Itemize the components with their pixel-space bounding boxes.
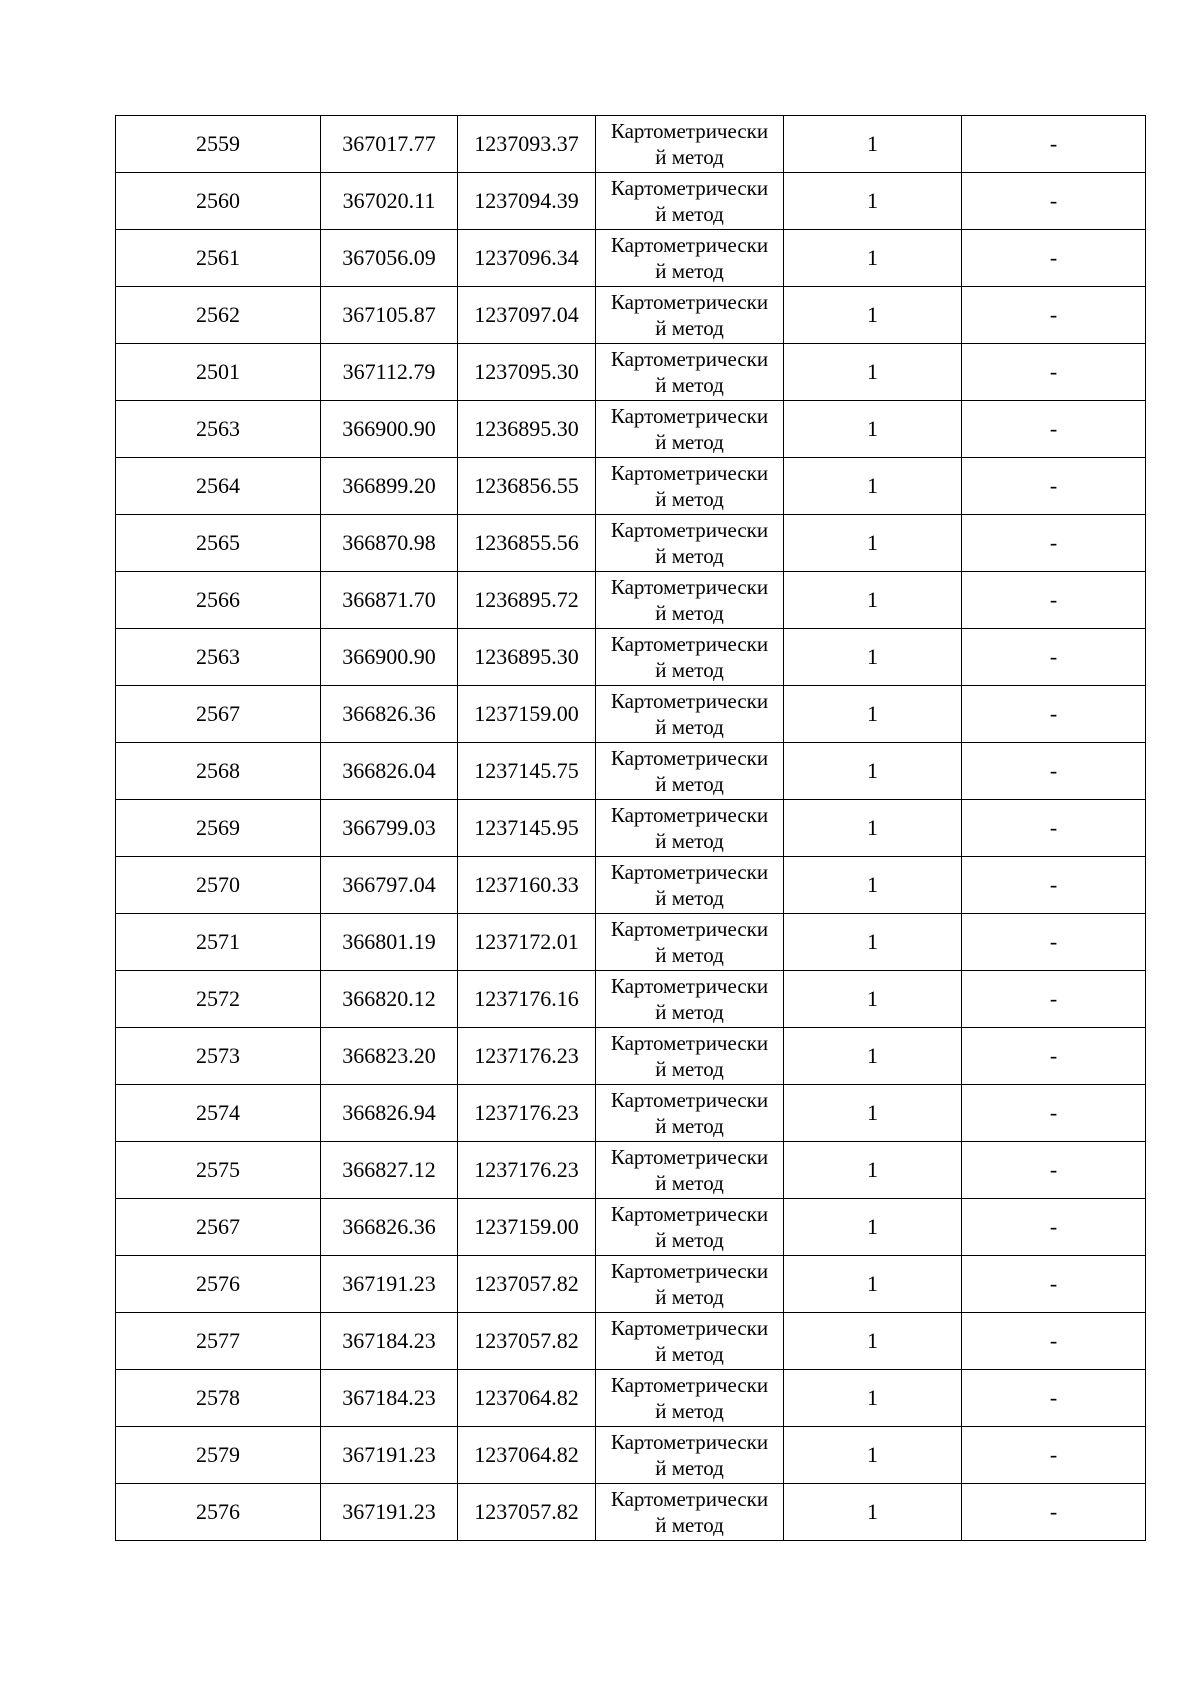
method-line-2: й метод — [655, 316, 724, 340]
y-coordinate-cell: 1236895.30 — [458, 401, 596, 458]
y-coordinate-cell: 1237176.23 — [458, 1142, 596, 1199]
note-cell: - — [962, 857, 1146, 914]
precision-cell: 1 — [784, 686, 962, 743]
method-line-1: Картометрически — [610, 917, 769, 941]
table-row — [116, 230, 1146, 287]
point-number-cell: 2575 — [116, 1142, 321, 1199]
precision-cell: 1 — [784, 1028, 962, 1085]
x-coordinate-cell: 367020.11 — [321, 173, 458, 230]
y-coordinate-cell: 1237176.23 — [458, 1028, 596, 1085]
method-line-2: й метод — [655, 658, 724, 682]
table-row — [116, 971, 1146, 1028]
y-coordinate-cell: 1237160.33 — [458, 857, 596, 914]
method-line-2: й метод — [655, 202, 724, 226]
precision-cell: 1 — [784, 914, 962, 971]
point-number-cell: 2571 — [116, 914, 321, 971]
table-row — [116, 1142, 1146, 1199]
note-cell: - — [962, 1085, 1146, 1142]
method-cell — [596, 1085, 784, 1142]
x-coordinate-cell: 366900.90 — [321, 629, 458, 686]
method-line-1: Картометрически — [610, 632, 769, 656]
x-coordinate-cell: 367017.77 — [321, 116, 458, 173]
note-cell: - — [962, 1370, 1146, 1427]
x-coordinate-cell: 367191.23 — [321, 1484, 458, 1541]
point-number-cell: 2579 — [116, 1427, 321, 1484]
method-line-1: Картометрически — [610, 347, 769, 371]
table-row — [116, 1427, 1146, 1484]
y-coordinate-cell: 1237176.16 — [458, 971, 596, 1028]
x-coordinate-cell: 366826.36 — [321, 686, 458, 743]
note-cell: - — [962, 629, 1146, 686]
point-number-cell: 2577 — [116, 1313, 321, 1370]
note-cell: - — [962, 1256, 1146, 1313]
note-cell: - — [962, 287, 1146, 344]
method-line-1: Картометрически — [610, 746, 769, 770]
precision-cell: 1 — [784, 743, 962, 800]
method-cell — [596, 1256, 784, 1313]
point-number-cell: 2501 — [116, 344, 321, 401]
note-cell: - — [962, 230, 1146, 287]
note-cell: - — [962, 743, 1146, 800]
x-coordinate-cell: 366797.04 — [321, 857, 458, 914]
method-line-2: й метод — [655, 1228, 724, 1252]
y-coordinate-cell: 1237095.30 — [458, 344, 596, 401]
method-line-2: й метод — [655, 1342, 724, 1366]
coordinates-table — [115, 115, 1146, 1541]
note-cell: - — [962, 914, 1146, 971]
method-line-2: й метод — [655, 145, 724, 169]
precision-cell: 1 — [784, 857, 962, 914]
precision-cell: 1 — [784, 116, 962, 173]
precision-cell: 1 — [784, 230, 962, 287]
method-line-2: й метод — [655, 886, 724, 910]
x-coordinate-cell: 367105.87 — [321, 287, 458, 344]
x-coordinate-cell: 366826.04 — [321, 743, 458, 800]
y-coordinate-cell: 1237176.23 — [458, 1085, 596, 1142]
table-row — [116, 857, 1146, 914]
method-line-2: й метод — [655, 1000, 724, 1024]
note-cell: - — [962, 1028, 1146, 1085]
method-cell — [596, 401, 784, 458]
x-coordinate-cell: 366826.94 — [321, 1085, 458, 1142]
y-coordinate-cell: 1237057.82 — [458, 1256, 596, 1313]
y-coordinate-cell: 1237064.82 — [458, 1370, 596, 1427]
table-row — [116, 1199, 1146, 1256]
method-line-1: Картометрически — [610, 1088, 769, 1112]
method-line-1: Картометрически — [610, 1145, 769, 1169]
x-coordinate-cell: 366870.98 — [321, 515, 458, 572]
y-coordinate-cell: 1237096.34 — [458, 230, 596, 287]
note-cell: - — [962, 458, 1146, 515]
table-row — [116, 1085, 1146, 1142]
method-cell — [596, 515, 784, 572]
table-row — [116, 629, 1146, 686]
y-coordinate-cell: 1237057.82 — [458, 1313, 596, 1370]
table-row — [116, 1313, 1146, 1370]
method-line-1: Картометрически — [610, 404, 769, 428]
method-line-2: й метод — [655, 1171, 724, 1195]
point-number-cell: 2559 — [116, 116, 321, 173]
method-cell — [596, 1313, 784, 1370]
point-number-cell: 2576 — [116, 1484, 321, 1541]
table-row — [116, 173, 1146, 230]
x-coordinate-cell: 367112.79 — [321, 344, 458, 401]
method-cell — [596, 287, 784, 344]
note-cell: - — [962, 800, 1146, 857]
method-cell — [596, 1370, 784, 1427]
method-cell — [596, 914, 784, 971]
x-coordinate-cell: 366827.12 — [321, 1142, 458, 1199]
method-cell — [596, 173, 784, 230]
precision-cell: 1 — [784, 1313, 962, 1370]
x-coordinate-cell: 367191.23 — [321, 1256, 458, 1313]
table-row — [116, 458, 1146, 515]
method-line-1: Картометрически — [610, 1259, 769, 1283]
point-number-cell: 2563 — [116, 401, 321, 458]
table-row — [116, 344, 1146, 401]
point-number-cell: 2567 — [116, 1199, 321, 1256]
table-row — [116, 401, 1146, 458]
method-cell — [596, 1028, 784, 1085]
method-line-1: Картометрически — [610, 290, 769, 314]
point-number-cell: 2574 — [116, 1085, 321, 1142]
method-line-2: й метод — [655, 601, 724, 625]
y-coordinate-cell: 1237145.75 — [458, 743, 596, 800]
method-cell — [596, 743, 784, 800]
table-row — [116, 1256, 1146, 1313]
y-coordinate-cell: 1237097.04 — [458, 287, 596, 344]
x-coordinate-cell: 366820.12 — [321, 971, 458, 1028]
point-number-cell: 2560 — [116, 173, 321, 230]
method-line-1: Картометрически — [610, 461, 769, 485]
method-line-2: й метод — [655, 772, 724, 796]
method-line-2: й метод — [655, 1114, 724, 1138]
note-cell: - — [962, 1142, 1146, 1199]
y-coordinate-cell: 1236856.55 — [458, 458, 596, 515]
point-number-cell: 2576 — [116, 1256, 321, 1313]
method-cell — [596, 1427, 784, 1484]
table-row — [116, 1370, 1146, 1427]
method-line-1: Картометрически — [610, 974, 769, 998]
precision-cell: 1 — [784, 401, 962, 458]
precision-cell: 1 — [784, 1427, 962, 1484]
precision-cell: 1 — [784, 1484, 962, 1541]
method-line-2: й метод — [655, 715, 724, 739]
y-coordinate-cell: 1237093.37 — [458, 116, 596, 173]
coordinates-table-body — [116, 116, 1146, 1541]
table-row — [116, 914, 1146, 971]
note-cell: - — [962, 344, 1146, 401]
note-cell: - — [962, 515, 1146, 572]
precision-cell: 1 — [784, 515, 962, 572]
method-cell — [596, 800, 784, 857]
point-number-cell: 2567 — [116, 686, 321, 743]
point-number-cell: 2561 — [116, 230, 321, 287]
x-coordinate-cell: 367056.09 — [321, 230, 458, 287]
x-coordinate-cell: 366799.03 — [321, 800, 458, 857]
method-cell — [596, 971, 784, 1028]
method-line-2: й метод — [655, 1399, 724, 1423]
table-row — [116, 686, 1146, 743]
point-number-cell: 2568 — [116, 743, 321, 800]
note-cell: - — [962, 971, 1146, 1028]
method-line-2: й метод — [655, 829, 724, 853]
method-line-1: Картометрически — [610, 1031, 769, 1055]
y-coordinate-cell: 1236895.72 — [458, 572, 596, 629]
method-line-1: Картометрически — [610, 803, 769, 827]
x-coordinate-cell: 366826.36 — [321, 1199, 458, 1256]
x-coordinate-cell: 366900.90 — [321, 401, 458, 458]
method-line-1: Картометрически — [610, 689, 769, 713]
x-coordinate-cell: 367184.23 — [321, 1370, 458, 1427]
precision-cell: 1 — [784, 971, 962, 1028]
table-row — [116, 515, 1146, 572]
method-cell — [596, 344, 784, 401]
method-line-1: Картометрически — [610, 860, 769, 884]
x-coordinate-cell: 366823.20 — [321, 1028, 458, 1085]
y-coordinate-cell: 1237064.82 — [458, 1427, 596, 1484]
method-line-2: й метод — [655, 1057, 724, 1081]
point-number-cell: 2570 — [116, 857, 321, 914]
point-number-cell: 2569 — [116, 800, 321, 857]
precision-cell: 1 — [784, 458, 962, 515]
precision-cell: 1 — [784, 173, 962, 230]
point-number-cell: 2573 — [116, 1028, 321, 1085]
note-cell: - — [962, 401, 1146, 458]
precision-cell: 1 — [784, 1199, 962, 1256]
method-line-1: Картометрически — [610, 176, 769, 200]
x-coordinate-cell: 366899.20 — [321, 458, 458, 515]
x-coordinate-cell: 366871.70 — [321, 572, 458, 629]
method-cell — [596, 686, 784, 743]
method-cell — [596, 230, 784, 287]
method-line-1: Картометрически — [610, 233, 769, 257]
method-cell — [596, 857, 784, 914]
point-number-cell: 2562 — [116, 287, 321, 344]
table-row — [116, 116, 1146, 173]
method-line-2: й метод — [655, 1456, 724, 1480]
y-coordinate-cell: 1237094.39 — [458, 173, 596, 230]
point-number-cell: 2563 — [116, 629, 321, 686]
precision-cell: 1 — [784, 572, 962, 629]
note-cell: - — [962, 116, 1146, 173]
y-coordinate-cell: 1237159.00 — [458, 1199, 596, 1256]
y-coordinate-cell: 1237145.95 — [458, 800, 596, 857]
point-number-cell: 2566 — [116, 572, 321, 629]
method-line-2: й метод — [655, 1285, 724, 1309]
note-cell: - — [962, 173, 1146, 230]
method-line-2: й метод — [655, 544, 724, 568]
y-coordinate-cell: 1236895.30 — [458, 629, 596, 686]
note-cell: - — [962, 686, 1146, 743]
point-number-cell: 2572 — [116, 971, 321, 1028]
point-number-cell: 2578 — [116, 1370, 321, 1427]
method-cell — [596, 1199, 784, 1256]
note-cell: - — [962, 1199, 1146, 1256]
method-cell — [596, 458, 784, 515]
note-cell: - — [962, 572, 1146, 629]
point-number-cell: 2565 — [116, 515, 321, 572]
method-cell — [596, 629, 784, 686]
precision-cell: 1 — [784, 1085, 962, 1142]
table-row — [116, 287, 1146, 344]
note-cell: - — [962, 1313, 1146, 1370]
x-coordinate-cell: 367191.23 — [321, 1427, 458, 1484]
x-coordinate-cell: 366801.19 — [321, 914, 458, 971]
y-coordinate-cell: 1237172.01 — [458, 914, 596, 971]
method-line-2: й метод — [655, 259, 724, 283]
precision-cell: 1 — [784, 1256, 962, 1313]
method-line-1: Картометрически — [610, 1202, 769, 1226]
method-line-1: Картометрически — [610, 119, 769, 143]
method-line-1: Картометрически — [610, 1430, 769, 1454]
table-row — [116, 1484, 1146, 1541]
method-cell — [596, 572, 784, 629]
table-row — [116, 572, 1146, 629]
method-line-1: Картометрически — [610, 1316, 769, 1340]
table-row — [116, 743, 1146, 800]
precision-cell: 1 — [784, 1370, 962, 1427]
method-line-2: й метод — [655, 487, 724, 511]
point-number-cell: 2564 — [116, 458, 321, 515]
y-coordinate-cell: 1237057.82 — [458, 1484, 596, 1541]
y-coordinate-cell: 1236855.56 — [458, 515, 596, 572]
method-cell — [596, 1142, 784, 1199]
method-line-1: Картометрически — [610, 1487, 769, 1511]
method-line-2: й метод — [655, 943, 724, 967]
table-row — [116, 1028, 1146, 1085]
note-cell: - — [962, 1427, 1146, 1484]
method-line-2: й метод — [655, 373, 724, 397]
precision-cell: 1 — [784, 344, 962, 401]
precision-cell: 1 — [784, 1142, 962, 1199]
x-coordinate-cell: 367184.23 — [321, 1313, 458, 1370]
method-line-1: Картометрически — [610, 1373, 769, 1397]
method-cell — [596, 1484, 784, 1541]
note-cell: - — [962, 1484, 1146, 1541]
method-line-1: Картометрически — [610, 518, 769, 542]
method-line-2: й метод — [655, 430, 724, 454]
y-coordinate-cell: 1237159.00 — [458, 686, 596, 743]
precision-cell: 1 — [784, 629, 962, 686]
precision-cell: 1 — [784, 800, 962, 857]
method-cell — [596, 116, 784, 173]
method-line-1: Картометрически — [610, 575, 769, 599]
precision-cell: 1 — [784, 287, 962, 344]
method-line-2: й метод — [655, 1513, 724, 1537]
table-row — [116, 800, 1146, 857]
